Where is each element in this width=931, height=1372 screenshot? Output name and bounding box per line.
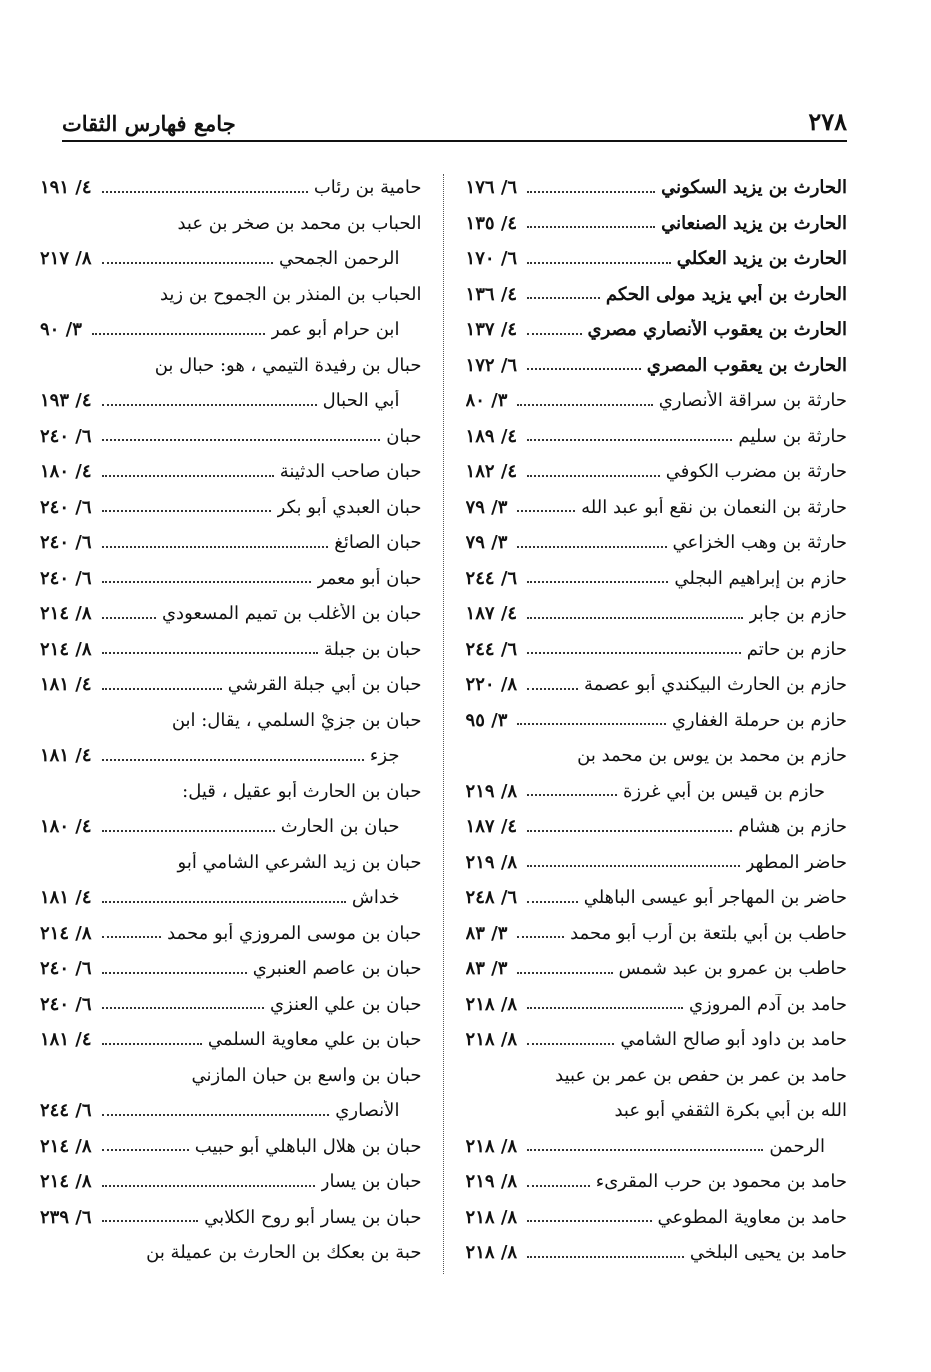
entry-reference: ٨/ ٢١٩ (465, 780, 518, 802)
entry-reference: ٤/ ١٨١ (40, 674, 92, 696)
entry-name: حازم بن إبراهيم البجلي (674, 567, 847, 589)
entry-reference: ٨/ ٢١٤ (40, 603, 92, 625)
entry-reference: ٦/ ٢٤٠ (40, 958, 92, 980)
entry-reference: ٣/ ٧٩ (465, 496, 508, 518)
leader-dots (527, 830, 732, 832)
entry-name: حبان بن الحارث أبو عقيل ، قيل: (182, 780, 422, 802)
entry-name: الله بن أبي بكرة الثقفي أبو عبد (614, 1100, 847, 1122)
leader-dots (102, 1114, 330, 1116)
index-entry (40, 809, 421, 845)
entry-reference: ٤/ ١٨١ (40, 1029, 92, 1051)
leader-dots (527, 1043, 614, 1045)
leader-dots (527, 688, 578, 690)
entry-name: حارثة بن سليم (738, 425, 847, 447)
index-entry (40, 525, 421, 561)
leader-dots (527, 333, 581, 335)
entry-name: حازم بن محمد بن يوس بن محمد بن (577, 745, 847, 767)
index-entry (40, 1164, 421, 1200)
index-entry (40, 419, 421, 455)
entry-reference: ٤/ ١٨٢ (465, 461, 518, 483)
leader-dots (527, 475, 660, 477)
entry-name: حامد بن داود أبو صالح الشامي (620, 1029, 847, 1051)
entry-reference: ٤/ ١٣٧ (465, 319, 518, 341)
index-entry (40, 312, 421, 348)
leader-dots (527, 226, 655, 228)
leader-dots (102, 1043, 202, 1045)
entry-reference: ٤/ ١٨٧ (465, 603, 518, 625)
entry-name: حبان بن موسى المروزي أبو محمد (167, 922, 422, 944)
leader-dots (92, 333, 265, 335)
entry-name: الحارث بن أبي يزيد مولى الحكم (605, 283, 847, 305)
entry-name: حبان بن علي معاوية السلمي (207, 1029, 422, 1051)
entry-reference: ٨/ ٢١٨ (465, 1206, 518, 1228)
running-title: جامع فهارس الثقات (62, 111, 236, 136)
entry-name: حبان بن الحارث (280, 816, 400, 838)
leader-dots (527, 1149, 763, 1151)
entry-reference: ٤/ ١٣٦ (465, 283, 518, 305)
index-entry (466, 596, 847, 632)
entry-name: الحارث بن يزيد الصنعاني (661, 212, 847, 234)
index-entry (466, 490, 847, 526)
entry-name: أبي الحبال (322, 390, 400, 412)
leader-dots (527, 1220, 651, 1222)
index-entry (40, 383, 421, 419)
leader-dots (102, 546, 329, 548)
index-entry (466, 1058, 847, 1094)
entry-reference: ٦/ ٢٤٤ (465, 638, 518, 660)
index-entry (40, 845, 421, 881)
entry-name: حبان بن عاصم العنبري (252, 958, 422, 980)
entry-name: الحباب بن محمد بن صخر بن عبد (177, 212, 422, 234)
entry-reference: ٨/ ٢١٨ (465, 993, 518, 1015)
left-column (40, 170, 421, 1332)
page-number: ٢٧٨ (808, 107, 847, 136)
index-entry (40, 987, 421, 1023)
entry-name: حارثة بن مضرب الكوفي (665, 461, 847, 483)
entry-name: حامد بن محمود بن حرب المقرىء (595, 1171, 847, 1193)
entry-name: حبان العبدي أبو بكر (276, 496, 422, 518)
leader-dots (517, 936, 564, 938)
entry-reference: ٣/ ٩٥ (465, 709, 508, 731)
entry-name: حبان بن واسع بن حبان المازني (191, 1064, 422, 1086)
index-entry (466, 1235, 847, 1271)
index-entry (466, 312, 847, 348)
index-entry (466, 987, 847, 1023)
leader-dots (527, 1185, 590, 1187)
leader-dots (102, 475, 274, 477)
entry-name: حبان بن جزيْ السلمي ، يقال: ابن (171, 709, 422, 731)
entry-reference: ٨/ ٢١٤ (40, 922, 92, 944)
entry-reference: ٨/ ٢١٤ (40, 1135, 92, 1157)
column-divider (443, 174, 444, 1274)
entry-reference: ٤/ ١٨٠ (40, 816, 92, 838)
entry-name: ابن حرام أبو عمر (270, 319, 400, 341)
leader-dots (102, 759, 364, 761)
entry-reference: ٤/ ١٣٥ (465, 212, 518, 234)
entry-reference: ٨/ ٢١٧ (40, 248, 92, 270)
entry-reference: ٣/ ٩٠ (40, 319, 82, 341)
entry-name: جزء (369, 745, 400, 767)
entry-name: حبان صاحب الدثينة (279, 461, 422, 483)
index-entry (466, 809, 847, 845)
entry-name: حبان الصائغ (334, 532, 422, 554)
index-entry (466, 774, 847, 810)
entry-name: حبان أبو معمر (316, 567, 422, 589)
entry-name: الرحمن الجمحي (278, 248, 400, 270)
leader-dots (527, 581, 668, 583)
right-column (466, 170, 847, 1332)
entry-name: الحارث بن يزيد العكلي (676, 248, 847, 270)
index-entry (466, 241, 847, 277)
index-entry (40, 561, 421, 597)
entry-name: حبان بن يسار (320, 1171, 422, 1193)
entry-reference: ٦/ ٢٤٠ (40, 567, 92, 589)
index-entry (466, 525, 847, 561)
leader-dots (102, 652, 318, 654)
entry-name: حارثة بن سراقة الأنصاري (658, 390, 847, 412)
entry-reference: ٨/ ٢١٤ (40, 1171, 92, 1193)
leader-dots (527, 262, 671, 264)
index-entry (40, 1200, 421, 1236)
index-entry (40, 490, 421, 526)
entry-name: حبان بن زيد الشرعي الشامي أبو (177, 851, 422, 873)
index-entry (466, 561, 847, 597)
index-entry (466, 845, 847, 881)
entry-name: حبان بن جبلة (323, 638, 422, 660)
entry-name: الحباب بن المنذر بن الجموح بن زيد (159, 283, 422, 305)
leader-dots (102, 191, 308, 193)
index-entry (40, 1022, 421, 1058)
index-columns (40, 170, 847, 1332)
index-entry (466, 667, 847, 703)
entry-reference: ٣/ ٧٩ (465, 532, 508, 554)
index-entry (40, 170, 421, 206)
index-entry (40, 916, 421, 952)
entry-reference: ٨/ ٢١٩ (465, 851, 518, 873)
index-entry (466, 383, 847, 419)
index-entry (40, 1058, 421, 1094)
index-entry (466, 1164, 847, 1200)
leader-dots (517, 510, 575, 512)
entry-name: حبة بن بعكك بن الحارث بن عميلة بن (146, 1242, 422, 1264)
entry-reference: ٤/ ١٨١ (40, 887, 92, 909)
leader-dots (527, 1256, 684, 1258)
entry-name: خداش (351, 887, 400, 909)
entry-name: حبان بن هلال الباهلي أبو حبيب (194, 1135, 422, 1157)
entry-reference: ٣/ ٨٣ (465, 922, 508, 944)
entry-name: حازم بن قيس بن أبي غرزة (623, 780, 825, 802)
entry-reference: ٤/ ١٨٧ (465, 816, 518, 838)
index-entry (466, 206, 847, 242)
index-entry (40, 1235, 421, 1271)
entry-name: حبان بن الأغلب بن تميم المسعودي (161, 603, 422, 625)
entry-name: حبان بن يسار أبو روح الكلابي (204, 1206, 422, 1228)
entry-name: حازم بن الحارث البيكندي أبو عصمة (584, 674, 847, 696)
entry-reference: ٦/ ١٧٦ (465, 177, 518, 199)
entry-name: حاضر المطهر (745, 851, 847, 873)
column-gap (421, 170, 465, 1332)
entry-name: حامية بن رئاب (313, 177, 422, 199)
entry-reference: ٦/ ٢٤٠ (40, 993, 92, 1015)
entry-name: حازم بن حاتم (746, 638, 847, 660)
leader-dots (527, 617, 743, 619)
entry-reference: ٤/ ١٨٠ (40, 461, 92, 483)
entry-reference: ٦/ ٢٤٤ (465, 567, 518, 589)
index-entry (40, 632, 421, 668)
entry-name: حاطب بن عمرو بن عبد شمس (618, 958, 847, 980)
leader-dots (102, 1007, 264, 1009)
leader-dots (102, 404, 317, 406)
entry-name: حازم بن هشام (738, 816, 847, 838)
index-entry (40, 596, 421, 632)
leader-dots (102, 581, 311, 583)
entry-reference: ٨/ ٢١٨ (465, 1029, 518, 1051)
entry-name: حامد بن معاوية المطوعي (657, 1206, 847, 1228)
entry-name: حاطب بن أبي بلتعة بن أرب أبو محمد (570, 922, 847, 944)
leader-dots (527, 297, 600, 299)
index-entry (466, 1093, 847, 1129)
entry-reference: ٤/ ١٩٣ (40, 390, 92, 412)
index-entry (40, 738, 421, 774)
entry-reference: ٨/ ٢١٩ (465, 1171, 518, 1193)
entry-reference: ٦/ ٢٤٨ (465, 887, 518, 909)
entry-name: حامد بن آدم المروزي (688, 993, 847, 1015)
index-entry (40, 241, 421, 277)
entry-name: حبان بن أبي جبلة القرشي (227, 674, 422, 696)
leader-dots (527, 1007, 683, 1009)
entry-reference: ٦/ ٢٤٠ (40, 496, 92, 518)
entry-reference: ٤/ ١٨١ (40, 745, 92, 767)
page-header (62, 96, 847, 142)
index-entry (466, 880, 847, 916)
entry-reference: ٣/ ٨٣ (465, 958, 508, 980)
index-entry (40, 703, 421, 739)
leader-dots (102, 972, 247, 974)
leader-dots (527, 901, 578, 903)
entry-name: حازم بن حرملة الغفاري (671, 709, 847, 731)
entry-reference: ٦/ ٢٤٠ (40, 425, 92, 447)
index-entry (40, 1129, 421, 1165)
leader-dots (527, 191, 655, 193)
entry-reference: ٤/ ١٨٩ (465, 425, 518, 447)
leader-dots (527, 652, 741, 654)
leader-dots (102, 830, 275, 832)
leader-dots (102, 617, 156, 619)
entry-name: حارثة بن النعمان بن نقع أبو عبد الله (581, 496, 847, 518)
index-entry (466, 454, 847, 490)
entry-name: حارثة بن وهب الخزاعي (672, 532, 847, 554)
leader-dots (527, 794, 617, 796)
index-entry (40, 277, 421, 313)
entry-reference: ٨/ ٢١٨ (465, 1242, 518, 1264)
entry-name: حبان (386, 425, 422, 447)
entry-reference: ٨/ ٢١٨ (465, 1135, 518, 1157)
leader-dots (527, 865, 739, 867)
leader-dots (102, 688, 222, 690)
entry-reference: ٣/ ٨٠ (465, 390, 508, 412)
entry-name: حامد بن عمر بن حفص بن عمر بن عبيد (555, 1064, 847, 1086)
entry-name: الأنصاري (335, 1100, 400, 1122)
entry-reference: ٦/ ١٧٠ (465, 248, 518, 270)
index-entry (466, 1129, 847, 1165)
index-entry (466, 1022, 847, 1058)
index-entry (466, 419, 847, 455)
index-entry (40, 1093, 421, 1129)
entry-name: الحارث بن يعقوب المصري (646, 354, 847, 376)
entry-reference: ٨/ ٢١٤ (40, 638, 92, 660)
index-entry (40, 667, 421, 703)
entry-name: الحارث بن يزيد السكوني (661, 177, 847, 199)
index-entry (466, 738, 847, 774)
leader-dots (102, 1149, 189, 1151)
entry-reference: ٤/ ١٩١ (40, 177, 92, 199)
index-entry (40, 454, 421, 490)
leader-dots (102, 262, 273, 264)
entry-name: حاضر بن المهاجر أبو عيسى الباهلي (583, 887, 847, 909)
index-entry (466, 951, 847, 987)
leader-dots (517, 972, 612, 974)
index-entry (466, 632, 847, 668)
leader-dots (102, 936, 162, 938)
index-entry (466, 170, 847, 206)
entry-reference: ٦/ ٢٤٤ (40, 1100, 92, 1122)
entry-name: الحارث بن يعقوب الأنصاري مصري (587, 319, 847, 341)
leader-dots (102, 1185, 315, 1187)
leader-dots (527, 439, 732, 441)
entry-name: الرحمن (769, 1135, 825, 1157)
entry-reference: ٦/ ١٧٢ (465, 354, 518, 376)
index-entry (466, 277, 847, 313)
entry-name: حبان بن علي العنزي (269, 993, 422, 1015)
entry-name: حبال بن رفيدة التيمي ، هو: حبال بن (154, 354, 422, 376)
index-entry (40, 348, 421, 384)
leader-dots (102, 901, 346, 903)
leader-dots (527, 368, 641, 370)
leader-dots (517, 404, 652, 406)
entry-reference: ٨/ ٢٢٠ (465, 674, 518, 696)
entry-name: حامد بن يحيى البلخي (689, 1242, 847, 1264)
index-entry (40, 951, 421, 987)
index-entry (466, 1200, 847, 1236)
leader-dots (517, 546, 666, 548)
index-entry (40, 880, 421, 916)
leader-dots (102, 439, 381, 441)
index-entry (466, 916, 847, 952)
index-entry (40, 774, 421, 810)
entry-reference: ٦/ ٢٣٩ (40, 1206, 92, 1228)
leader-dots (102, 1220, 199, 1222)
entry-name: حازم بن جابر (748, 603, 847, 625)
leader-dots (102, 510, 271, 512)
index-entry (466, 348, 847, 384)
index-entry (466, 703, 847, 739)
leader-dots (517, 723, 665, 725)
entry-reference: ٦/ ٢٤٠ (40, 532, 92, 554)
index-entry (40, 206, 421, 242)
